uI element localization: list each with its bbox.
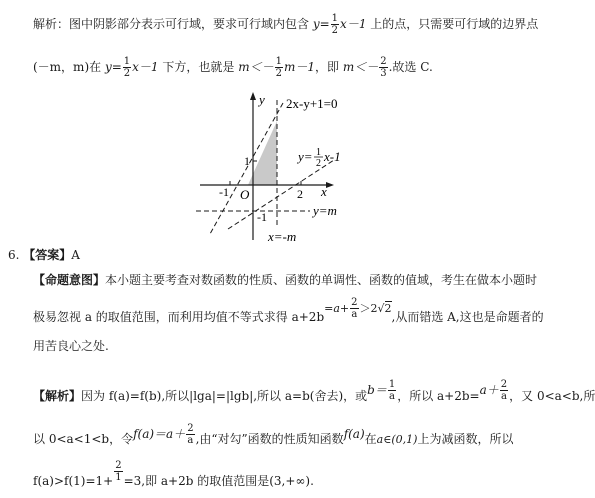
tick-label-2: 2 bbox=[297, 187, 303, 201]
tick-label-neg1-x: -1 bbox=[219, 185, 229, 199]
frac-num: 2 bbox=[115, 460, 122, 471]
frac-num: 1 bbox=[275, 56, 282, 67]
text: ,由“对勾”函数的性质知函数 bbox=[195, 432, 344, 446]
frac-den: a bbox=[389, 391, 395, 402]
math-op: = bbox=[319, 17, 330, 31]
fraction bbox=[388, 379, 396, 402]
frac-den: a bbox=[187, 435, 194, 446]
text: 下方，也就是 bbox=[158, 60, 239, 74]
frac-den: a bbox=[351, 309, 358, 320]
text: 上的点，只需要可行域的边界点 bbox=[366, 17, 539, 31]
q6-analysis-line-3 bbox=[33, 460, 314, 493]
frac-den: 2 bbox=[331, 25, 339, 36]
math-expr: b＝ bbox=[367, 383, 387, 397]
axis-y-label: y bbox=[259, 92, 265, 107]
origin-label: O bbox=[240, 187, 250, 202]
text: ，即 bbox=[314, 60, 343, 74]
frac-num: 2 bbox=[380, 56, 387, 67]
line-label-2x-y-plus-1: 2x-y+1=0 bbox=[286, 96, 338, 111]
frac-num: 2 bbox=[500, 379, 508, 390]
frac-num: 1 bbox=[331, 13, 339, 24]
analysis-tag: 【解析】 bbox=[33, 389, 82, 403]
q6-intent-line-1 bbox=[33, 272, 537, 288]
line-label-y-m: y=m bbox=[313, 203, 337, 218]
q6-analysis-line-1 bbox=[33, 379, 595, 408]
line-label-x-neg-m: x=-m bbox=[268, 229, 297, 244]
math-expr: f(a) bbox=[343, 427, 365, 441]
math-expr: ＞2 bbox=[359, 302, 378, 315]
text: ，又 0<a<b,所 bbox=[509, 389, 595, 403]
feasible-region bbox=[248, 121, 277, 185]
math-expr: a＋ bbox=[479, 383, 499, 397]
math-var: y bbox=[312, 17, 320, 31]
line-label-half-x-num: 1 bbox=[316, 147, 321, 158]
text: ，所以 a+2b= bbox=[397, 389, 480, 403]
tick-label-1: 1 bbox=[244, 154, 250, 168]
fraction bbox=[350, 297, 358, 320]
sqrt-symbol: √ bbox=[377, 302, 385, 315]
frac-den: 3 bbox=[380, 68, 387, 79]
axis-x-label: x bbox=[321, 184, 327, 199]
fraction bbox=[500, 379, 508, 402]
line-label-half-x-right: x-1 bbox=[324, 149, 341, 164]
math-expr: a∈(0,1) bbox=[376, 433, 418, 446]
frac-num: 2 bbox=[187, 423, 194, 434]
math-expr: x－1 bbox=[132, 60, 159, 74]
math-expr: m＜－ bbox=[342, 60, 379, 74]
math-expr: x－1 bbox=[340, 17, 367, 31]
text: 在 bbox=[364, 432, 377, 446]
text: 用苦良心之处. bbox=[33, 339, 109, 353]
frac-num: 1 bbox=[388, 379, 396, 390]
math-expr: m＜－ bbox=[238, 60, 274, 74]
frac-den: a bbox=[500, 391, 507, 402]
frac-den: 1 bbox=[115, 472, 122, 483]
frac-den: 2 bbox=[275, 68, 282, 79]
text: 解析：图中阴影部分表示可行域，要求可行域内包含 bbox=[33, 17, 313, 31]
fraction bbox=[186, 423, 194, 446]
text: (－m，m)在 bbox=[33, 60, 105, 74]
analysis-prev-line-2: (－m，m)在 y= $\frac{1}{2}$ x－1 下方，也就是 m＜－ $\frac{1}{2}$ m－1，即 m＜－ $\frac{2}{3}$ .故选 C. bbox=[33, 56, 433, 79]
intent-tag: 【命题意图】 bbox=[33, 273, 106, 287]
math-expr: f(a)＝a＋ bbox=[133, 427, 186, 441]
text: 以 0<a<1<b，令 bbox=[33, 432, 134, 446]
text: 上为减函数，所以 bbox=[417, 432, 514, 446]
q6-answer-line bbox=[8, 247, 80, 263]
tick-label-neg1-y: -1 bbox=[257, 210, 267, 224]
q6-intent-line-2 bbox=[33, 297, 544, 329]
question-number: 6. bbox=[8, 248, 20, 262]
text: f(a)>f(1)=1+ bbox=[33, 474, 114, 488]
fraction bbox=[114, 460, 122, 483]
frac-num: 1 bbox=[123, 56, 131, 67]
y-axis-arrow bbox=[250, 92, 256, 100]
frac-den: 2 bbox=[123, 68, 131, 79]
math-var: y bbox=[104, 60, 112, 74]
answer-value: A bbox=[71, 248, 80, 262]
line-label-half-x-left: y= bbox=[298, 149, 313, 164]
line-label-half-x-den: 2 bbox=[316, 158, 321, 169]
sqrt-value: 2 bbox=[384, 302, 392, 315]
text: .故选 C. bbox=[388, 60, 433, 74]
x-axis-arrow bbox=[326, 182, 334, 188]
answer-tag: 【答案】 bbox=[23, 248, 72, 262]
q6-intent-line-3 bbox=[33, 338, 109, 354]
frac-num: 2 bbox=[351, 297, 358, 308]
math-expr: =a+ bbox=[324, 302, 350, 315]
text: 本小题主要考查对数函数的性质、函数的单调性、函数的值域，考生在做本小题时 bbox=[105, 273, 538, 287]
text: ,从而错选 A,这也是命题者的 bbox=[391, 310, 544, 324]
math-expr: m－1 bbox=[283, 60, 315, 74]
q6-analysis-line-2 bbox=[33, 423, 514, 451]
text: =3,即 a+2b 的取值范围是(3,+∞). bbox=[123, 474, 314, 488]
text: 极易忽视 a 的取值范围，而利用均值不等式求得 a+2b bbox=[33, 310, 325, 324]
text: 因为 f(a)=f(b),所以|lga|=|lgb|,所以 a=b(舍去)，或 bbox=[81, 389, 368, 403]
